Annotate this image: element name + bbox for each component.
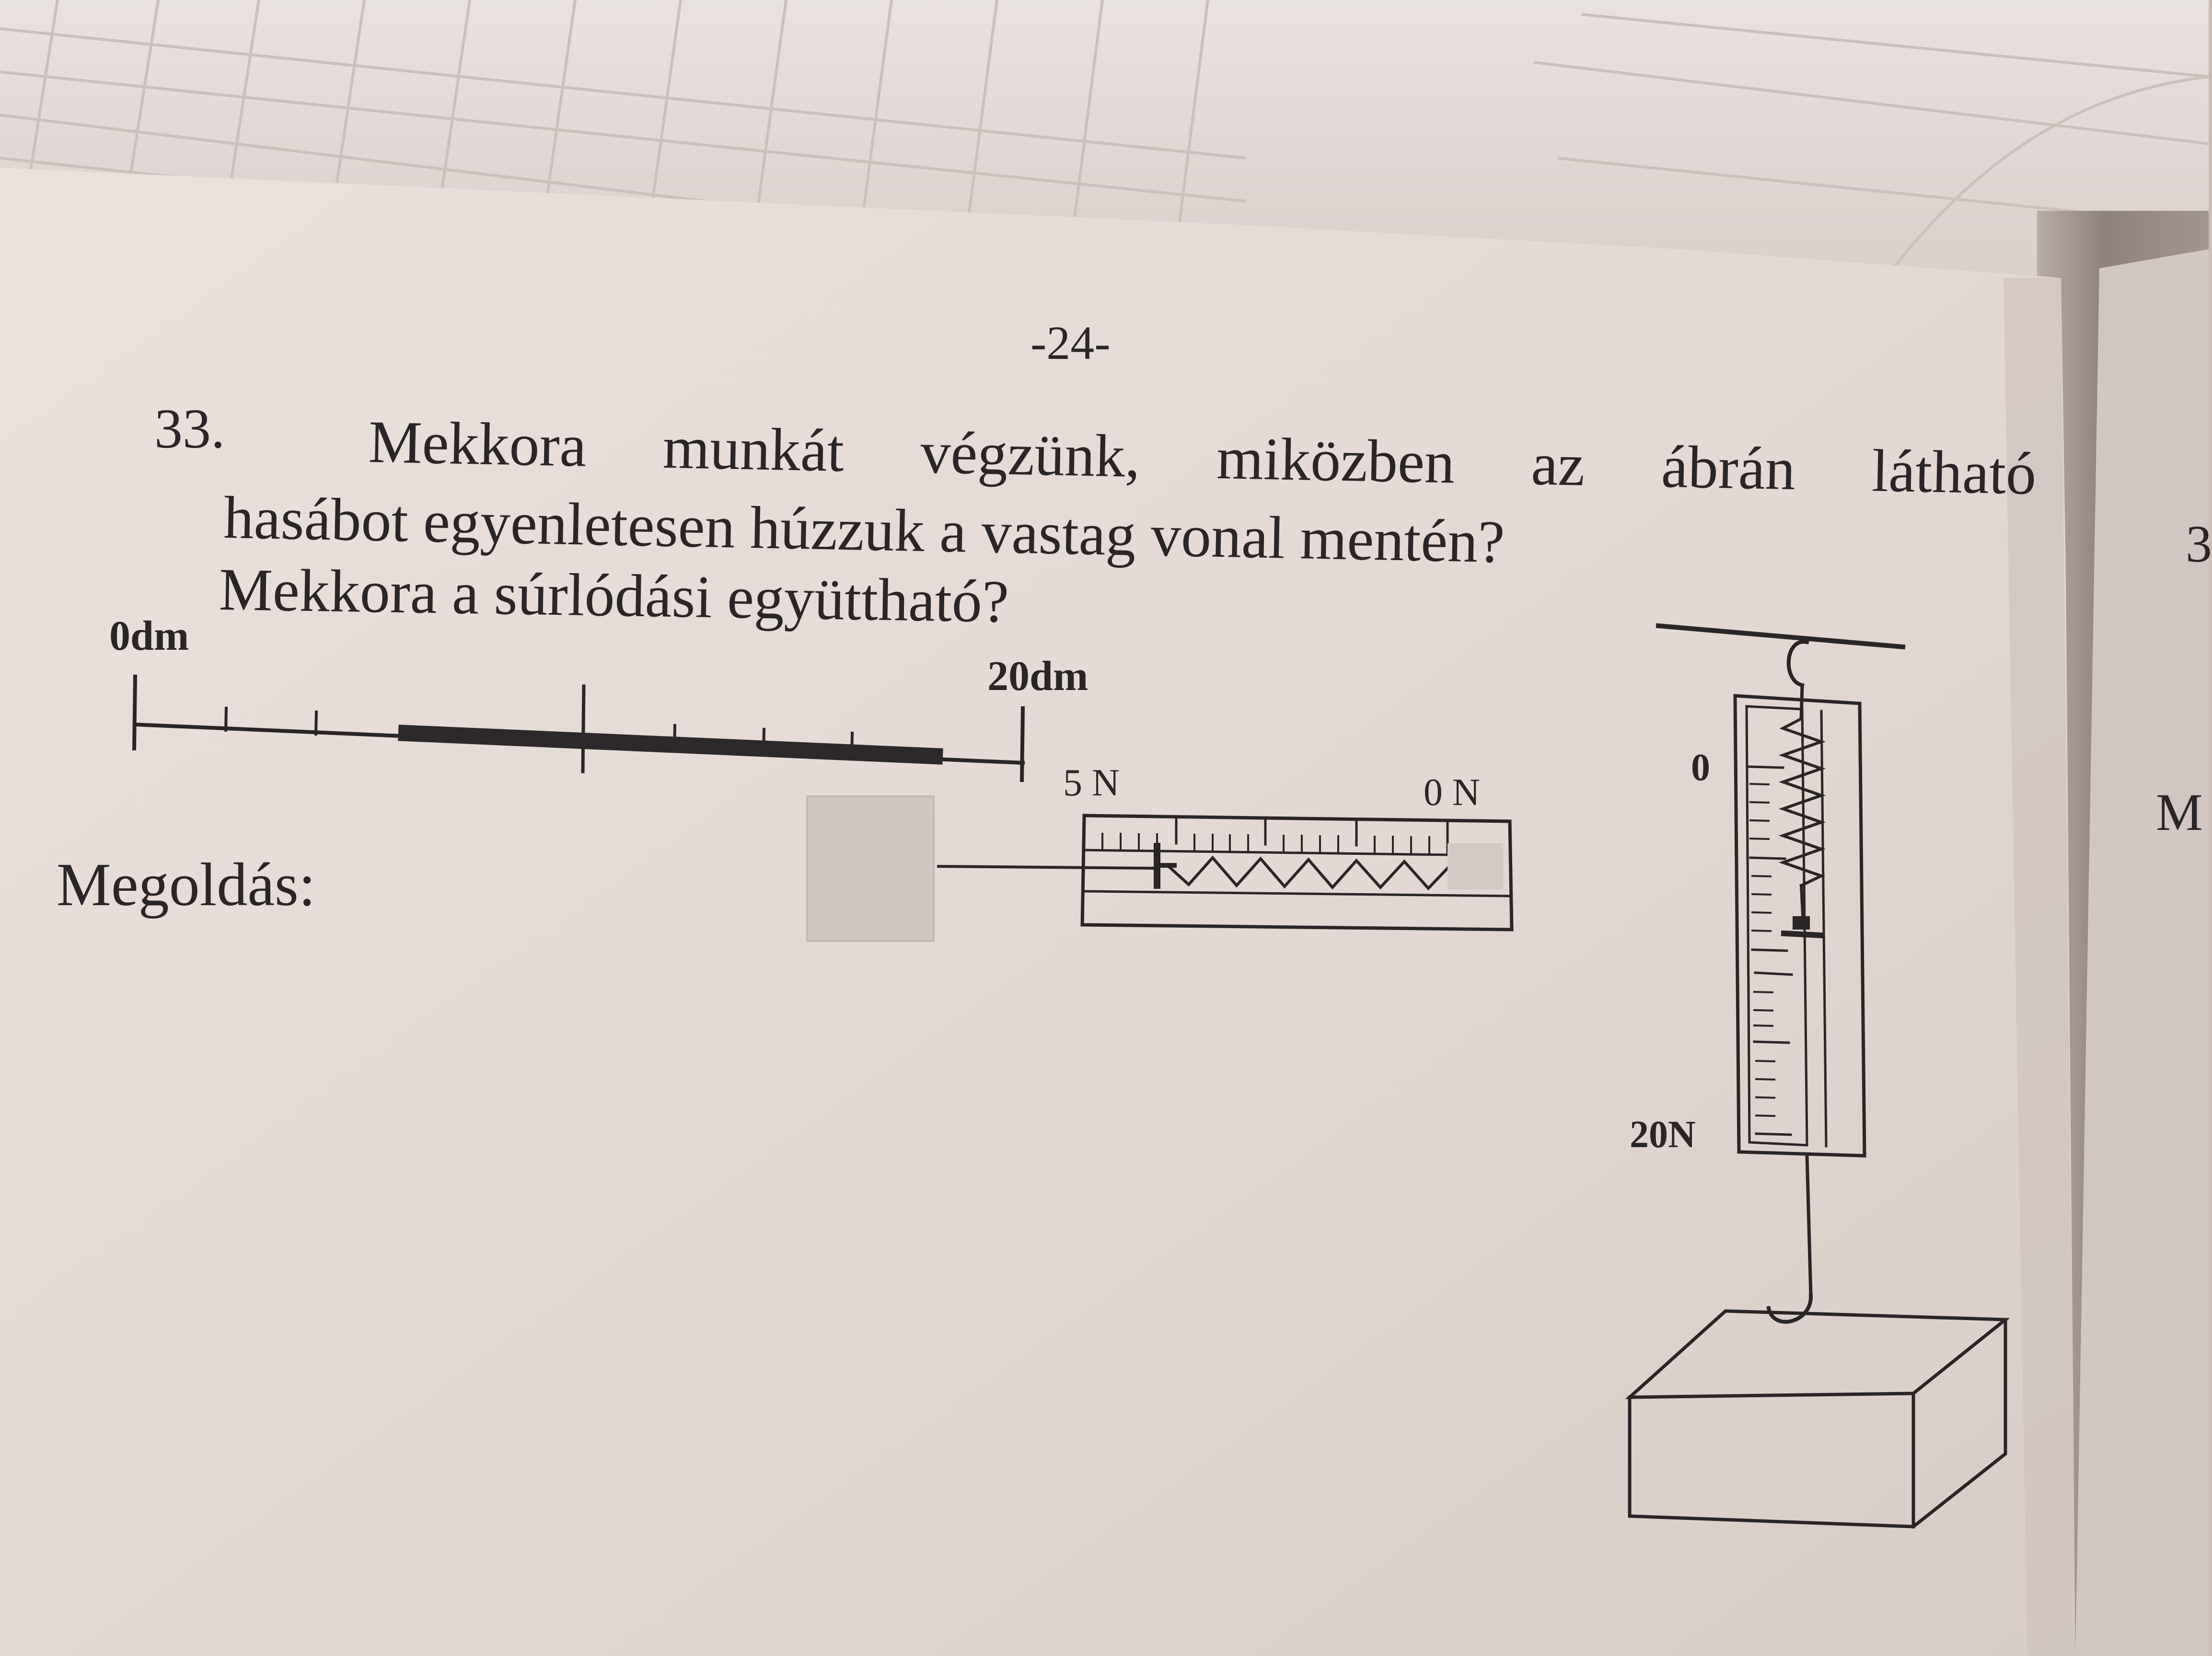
question-line-3: Mekkora a súrlódási együttható?: [218, 556, 1009, 635]
horizontal-meter-left-label: 5 N: [1063, 762, 1120, 804]
distance-ruler: [134, 677, 1023, 780]
solution-label: Megoldás:: [57, 851, 316, 919]
ruler-start-label: 0dm: [109, 613, 189, 659]
pulled-block: [807, 796, 934, 941]
question-word: ábrán: [1660, 433, 1796, 503]
question-word: Mekkora: [368, 409, 587, 480]
next-page-edge-text: 3: [2186, 515, 2212, 573]
question-line-2: hasábot egyenletesen húzzuk a vastag vonal mentén?: [223, 484, 1506, 576]
pull-string: [938, 866, 1155, 868]
horizontal-spring-scale: [1082, 816, 1512, 930]
ruler-end-label: 20dm: [987, 653, 1089, 700]
problem-number: 33.: [154, 397, 225, 460]
vertical-meter-bottom-label: 20N: [1630, 1114, 1696, 1156]
question-word: munkát: [662, 414, 845, 485]
hanging-box: [1630, 1311, 2005, 1527]
question-word: végzünk,: [920, 419, 1141, 490]
vertical-meter-top-label: 0: [1691, 747, 1710, 789]
question-word: látható: [1871, 437, 2037, 507]
question-word: az: [1530, 431, 1586, 499]
page-number: -24-: [1031, 316, 1111, 369]
horizontal-meter-right-label: 0 N: [1424, 771, 1480, 814]
question-word: miközben: [1216, 425, 1456, 496]
vertical-spring-scale: [1658, 626, 1903, 1322]
next-page-edge-text: M: [2156, 783, 2203, 841]
thick-path-segment: [406, 733, 935, 756]
